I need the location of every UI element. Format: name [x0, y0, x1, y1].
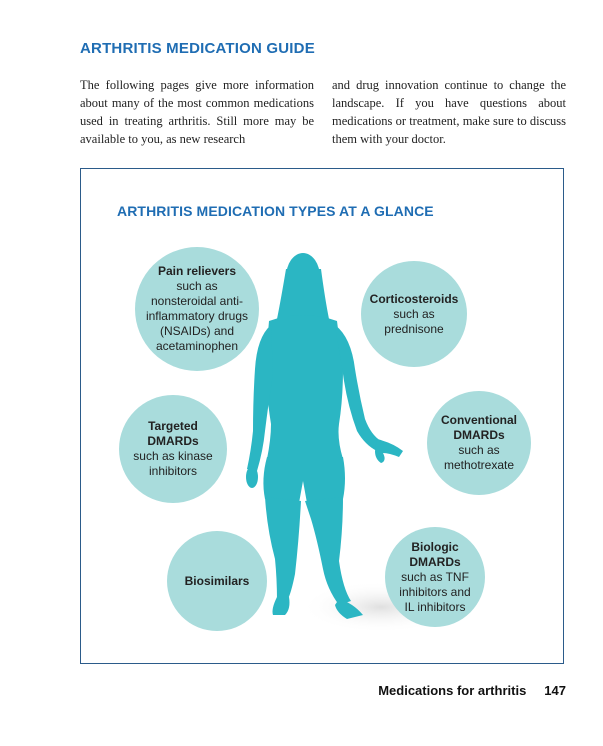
bubble-biosimilars	[167, 531, 267, 631]
intro-text	[80, 76, 566, 148]
page-number: 147	[544, 683, 566, 698]
bubble-description: such as prednisone	[384, 306, 444, 336]
bubble-description: such as methotrexate	[443, 443, 515, 472]
medication-types-panel	[80, 168, 564, 664]
bubble-name: Corticosteroids	[369, 291, 459, 306]
bubble-description: such as TNF inhibitors and IL inhibitors	[399, 569, 471, 614]
bubble-description: such as kinase inhibitors	[133, 449, 213, 478]
bubble-name: Biologic DMARDs	[409, 539, 461, 569]
intro-column-1: The following pages give more information about many of the most common medications used in treating arthritis. Still more may be available to you, as new research	[80, 78, 314, 146]
bubble-biologic-dmards	[385, 527, 485, 627]
bubble-conventional-dmards	[427, 391, 531, 495]
bubble-description: such as nonsteroidal anti-inflammatory drugs (NSAIDs) and acetaminophen	[145, 279, 249, 353]
bubble-name: Targeted DMARDs	[147, 419, 199, 448]
page-footer	[378, 683, 566, 698]
intro-column-2: and drug innovation continue to change the landscape. If you have questions about medications or treatment, make sure to discuss them with your doctor.	[332, 78, 566, 146]
bubble-pain-relievers	[135, 247, 259, 371]
bubble-corticosteroids	[361, 261, 467, 367]
bubble-name: Biosimilars	[184, 573, 250, 588]
bubble-name: Pain relievers	[157, 264, 237, 278]
panel-title: ARTHRITIS MEDICATION TYPES AT A GLANCE	[117, 203, 434, 219]
footer-section-title: Medications for arthritis	[378, 683, 527, 698]
bubble-name: Conventional DMARDs	[440, 413, 517, 442]
page-title: ARTHRITIS MEDICATION GUIDE	[80, 40, 315, 57]
bubble-targeted-dmards	[119, 395, 227, 503]
